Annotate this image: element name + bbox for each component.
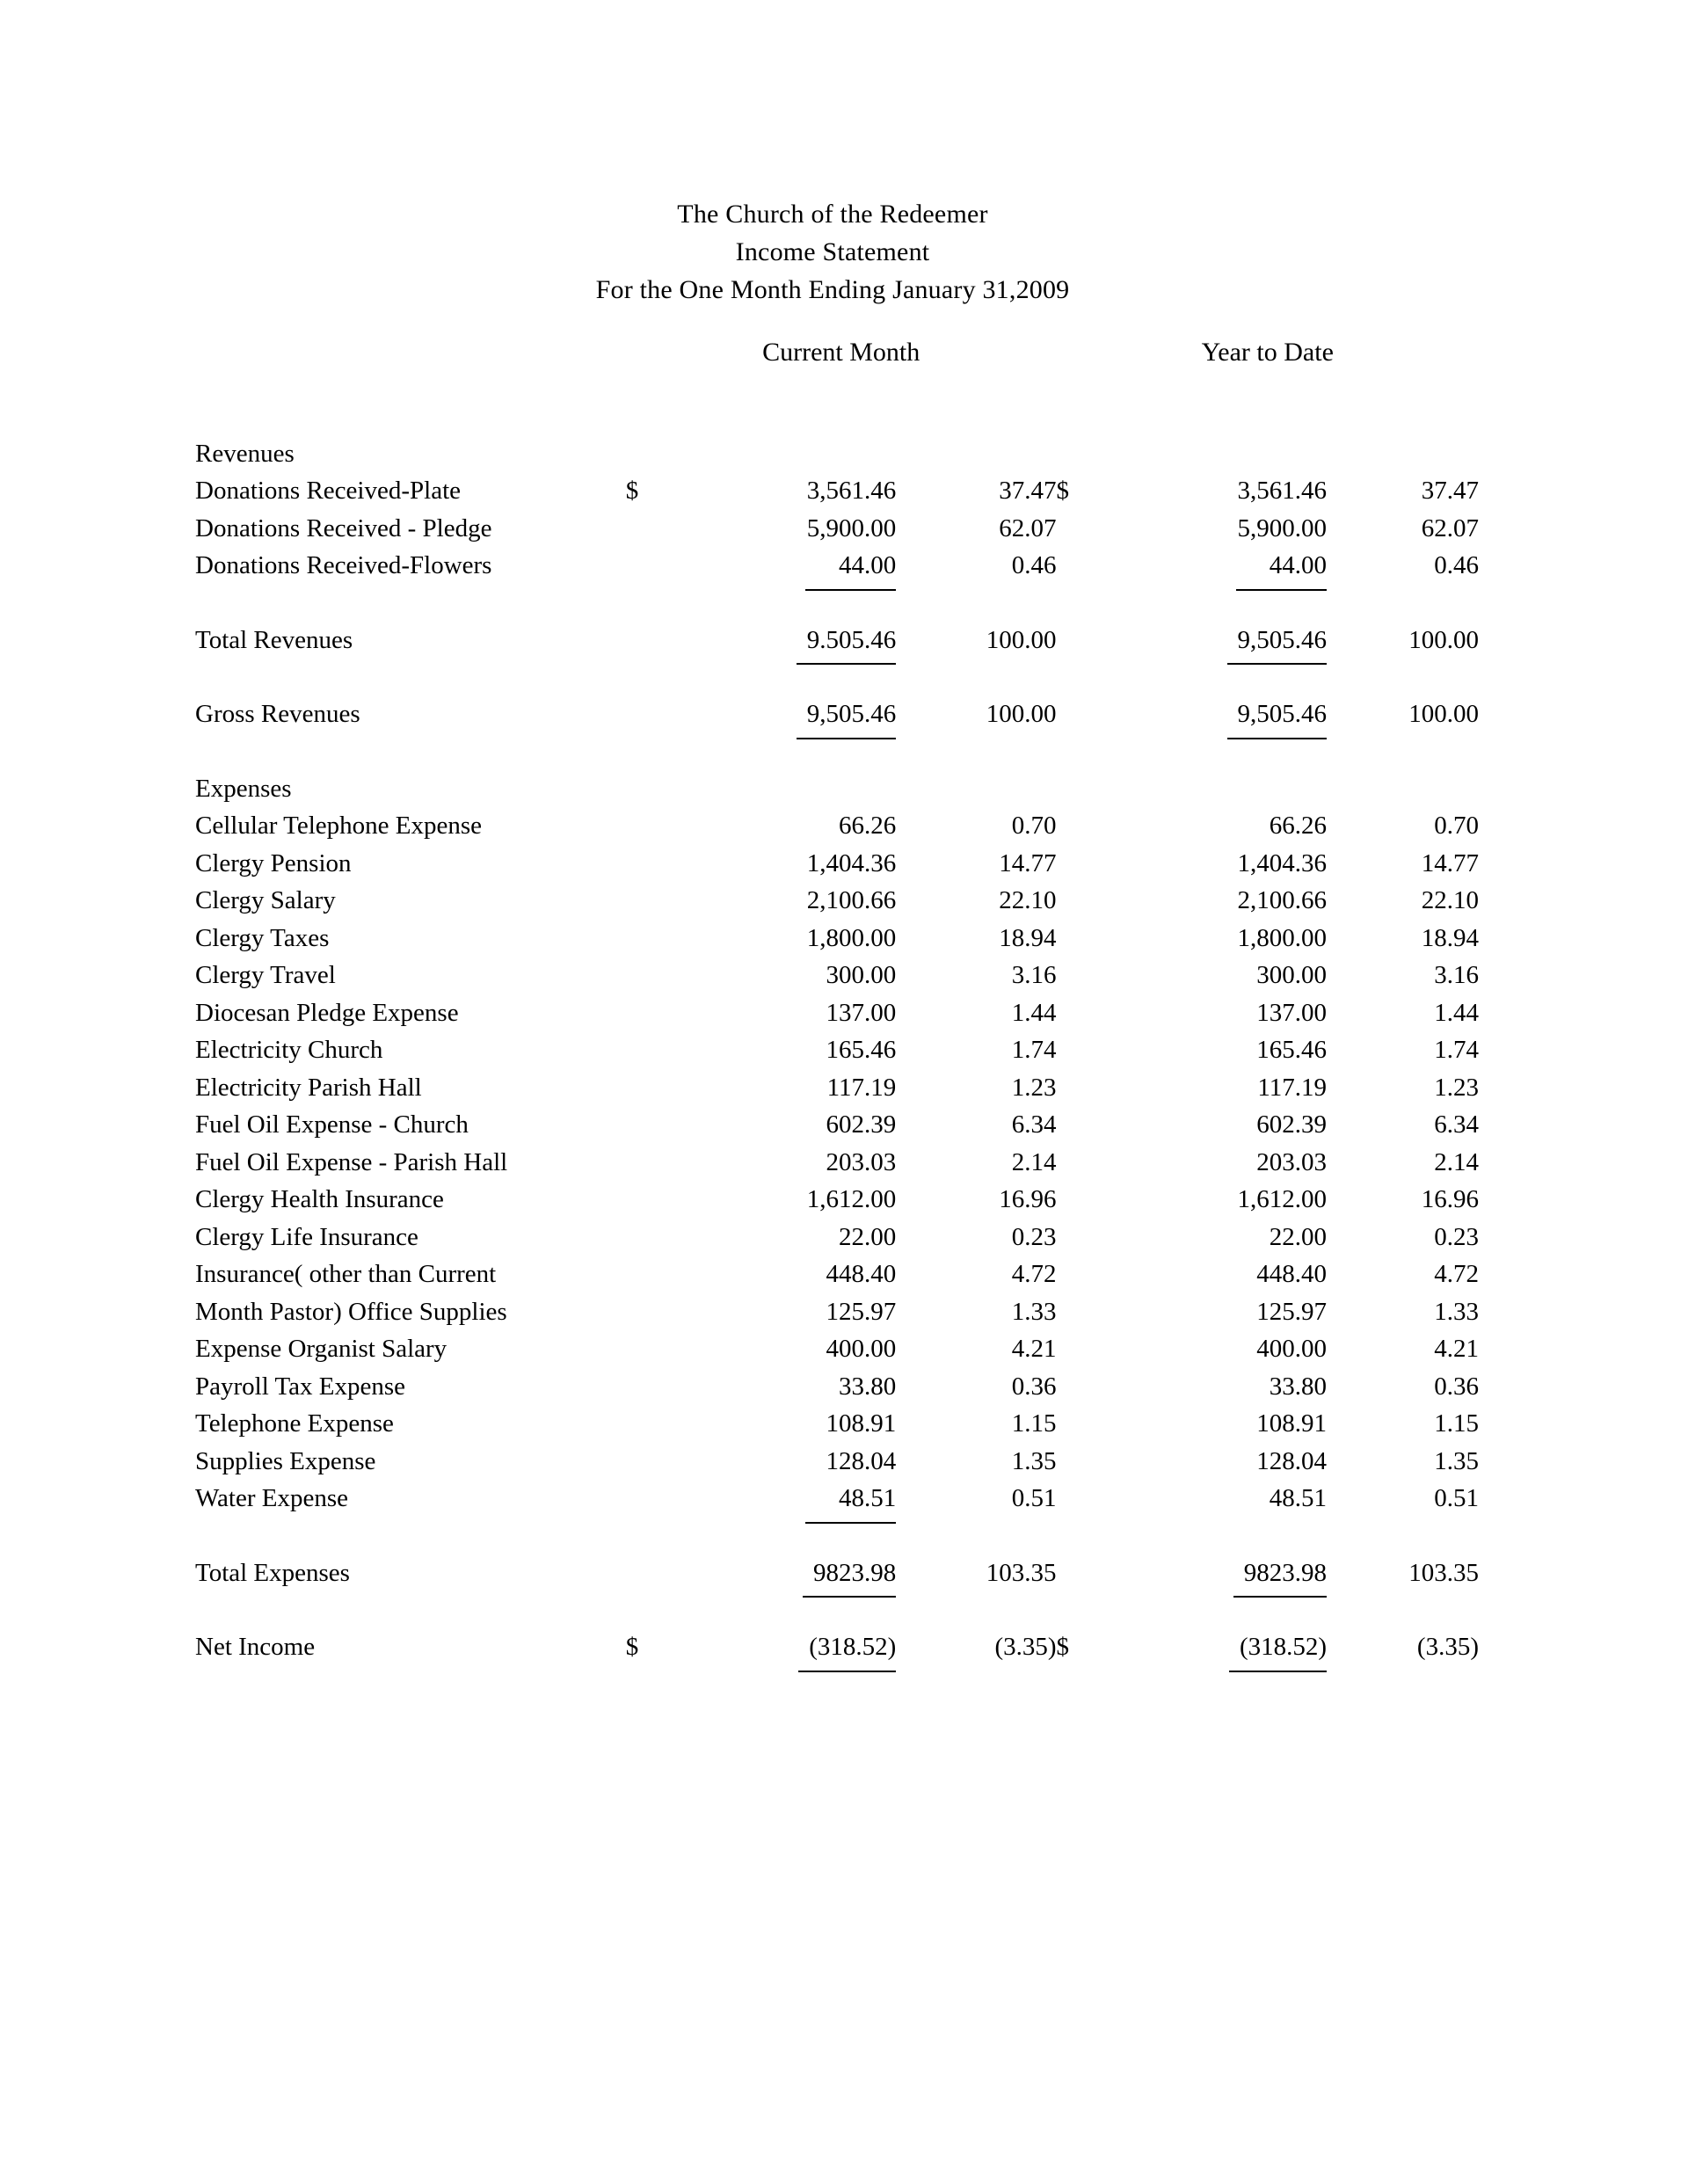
year-to-date-amount: 448.40: [1256, 1260, 1328, 1288]
current-month-percent: 4.72: [1011, 1260, 1057, 1288]
currency-symbol: $: [1056, 1633, 1070, 1661]
row-label: Telephone Expense: [195, 1409, 394, 1438]
table-row: [195, 1181, 1479, 1219]
currency-symbol: [1057, 695, 1117, 733]
current-month-amount: 66.26: [839, 812, 897, 840]
year-to-date-percent: 18.94: [1421, 923, 1479, 952]
amount-value: 9823.98: [813, 1554, 896, 1592]
amount-value: 9,505.46: [1238, 695, 1328, 733]
currency-symbol: [626, 695, 686, 733]
table-row: [195, 1256, 1479, 1293]
document-title-block: [0, 195, 1677, 309]
row-label: Total Revenues: [195, 625, 353, 654]
table-row: [195, 1330, 1479, 1368]
table-row: [195, 994, 1479, 1032]
currency-symbol: $: [625, 477, 639, 505]
year-to-date-percent: 16.96: [1421, 1185, 1479, 1213]
current-month-amount: [686, 622, 897, 659]
section-heading-row-revenues: [195, 435, 1479, 473]
year-to-date-amount: 203.03: [1256, 1147, 1328, 1176]
current-month-amount: 125.97: [826, 1297, 897, 1326]
current-month-amount: [686, 1628, 897, 1666]
current-month-amount: 1,612.00: [806, 1185, 897, 1213]
current-month-percent: 2.14: [1011, 1147, 1057, 1176]
current-month-amount: 448.40: [826, 1260, 897, 1288]
row-label: Diocesan Pledge Expense: [195, 998, 459, 1027]
current-month-percent: 0.70: [1011, 812, 1057, 840]
year-to-date-amount: 128.04: [1256, 1446, 1328, 1475]
year-to-date-amount: 137.00: [1256, 998, 1328, 1027]
year-to-date-percent: 0.70: [1434, 812, 1479, 840]
current-month-amount: 1,800.00: [806, 923, 897, 952]
table-row: [195, 845, 1479, 883]
row-label: Fuel Oil Expense - Church: [195, 1110, 469, 1139]
current-month-percent: 22.10: [999, 886, 1057, 914]
row-label: Gross Revenues: [195, 700, 360, 728]
table-row: [195, 1443, 1479, 1481]
year-to-date-percent: 100.00: [1408, 625, 1479, 654]
current-month-percent: 6.34: [1011, 1110, 1057, 1139]
current-month-amount: 300.00: [826, 961, 897, 989]
year-to-date-percent: 4.21: [1434, 1335, 1479, 1363]
row-label: Water Expense: [195, 1484, 348, 1512]
year-to-date-percent: (3.35): [1416, 1633, 1479, 1661]
year-to-date-amount: 33.80: [1269, 1372, 1328, 1401]
table-row: [195, 1405, 1479, 1443]
current-month-percent: 0.46: [1011, 551, 1057, 579]
year-to-date-percent: 1.15: [1434, 1409, 1479, 1438]
currency-symbol: [626, 547, 686, 585]
current-month-amount: 1,404.36: [806, 848, 897, 877]
expenses-heading: Expenses: [195, 774, 292, 803]
current-month-percent: 3.16: [1011, 961, 1057, 989]
row-label: Clergy Salary: [195, 886, 336, 914]
year-to-date-percent: 6.34: [1434, 1110, 1479, 1139]
spacer: [195, 409, 1479, 435]
year-to-date-amount: 602.39: [1256, 1110, 1328, 1139]
table-row: [195, 882, 1479, 920]
table-row: [195, 1031, 1479, 1069]
year-to-date-amount: 22.00: [1269, 1222, 1328, 1251]
current-month-percent: 1.44: [1011, 998, 1057, 1027]
current-month-percent: 100.00: [986, 625, 1057, 654]
income-statement-table: [195, 334, 1479, 1666]
amount-value: 44.00: [839, 547, 896, 585]
row-label: Payroll Tax Expense: [195, 1372, 406, 1401]
year-to-date-percent: 0.36: [1434, 1372, 1479, 1401]
year-to-date-amount: 1,800.00: [1237, 923, 1328, 952]
year-to-date-percent: 37.47: [1421, 477, 1479, 505]
year-to-date-amount: 165.46: [1256, 1036, 1328, 1064]
current-month-percent: 1.23: [1011, 1073, 1057, 1102]
amount-value: (318.52): [1240, 1628, 1327, 1666]
table-row: [195, 510, 1479, 548]
current-month-percent: 0.23: [1011, 1222, 1057, 1251]
currency-symbol: [626, 510, 686, 548]
amount-value: (318.52): [809, 1628, 896, 1666]
currency-symbol: [1057, 547, 1117, 585]
year-to-date-amount: [1116, 1554, 1327, 1592]
table-row: [195, 472, 1479, 510]
column-header-year-to-date: Year to Date: [1201, 338, 1334, 367]
revenues-heading: Revenues: [195, 439, 295, 468]
year-to-date-percent: 22.10: [1421, 886, 1479, 914]
year-to-date-amount: [1116, 622, 1327, 659]
column-header-row: [195, 334, 1479, 372]
current-month-percent: 37.47: [999, 477, 1057, 505]
year-to-date-percent: 14.77: [1421, 848, 1479, 877]
row-label: Donations Received - Pledge: [195, 513, 492, 542]
currency-symbol: [1057, 1554, 1117, 1592]
net-income-row: [195, 1628, 1479, 1666]
year-to-date-percent: 100.00: [1408, 700, 1479, 728]
table-row: [195, 1293, 1479, 1331]
amount-value: 44.00: [1270, 547, 1327, 585]
year-to-date-percent: 1.44: [1434, 998, 1479, 1027]
current-month-percent: 100.00: [986, 700, 1057, 728]
spacer: [195, 372, 1479, 409]
current-month-percent: 62.07: [999, 513, 1057, 542]
current-month-amount: 165.46: [826, 1036, 897, 1064]
row-label: Clergy Pension: [195, 848, 352, 877]
current-month-percent: 14.77: [999, 848, 1057, 877]
year-to-date-amount: 125.97: [1256, 1297, 1328, 1326]
current-month-amount: [686, 547, 897, 585]
year-to-date-amount: 66.26: [1269, 812, 1328, 840]
statement-type: Income Statement: [735, 237, 930, 266]
amount-value: 9.505.46: [807, 622, 897, 659]
year-to-date-amount: [1116, 1628, 1327, 1666]
current-month-percent: 1.35: [1011, 1446, 1057, 1475]
year-to-date-amount: [1116, 547, 1327, 585]
table-row: [195, 1219, 1479, 1256]
year-to-date-percent: 2.14: [1434, 1147, 1479, 1176]
current-month-percent: (3.35): [994, 1633, 1057, 1661]
currency-symbol: [626, 1554, 686, 1592]
section-heading-row-expenses: [195, 770, 1479, 808]
year-to-date-amount: [1116, 695, 1327, 733]
row-label: Net Income: [195, 1633, 316, 1661]
row-label: Clergy Taxes: [195, 923, 330, 952]
row-label: Electricity Church: [195, 1036, 383, 1064]
current-month-amount: 602.39: [826, 1110, 897, 1139]
year-to-date-amount: 300.00: [1256, 961, 1328, 989]
table-row: [195, 1069, 1479, 1107]
year-to-date-percent: 103.35: [1408, 1558, 1479, 1587]
amount-value: 48.51: [839, 1480, 896, 1518]
current-month-amount: 2,100.66: [806, 886, 897, 914]
current-month-percent: 18.94: [999, 923, 1057, 952]
current-month-amount: 128.04: [826, 1446, 897, 1475]
row-label: Fuel Oil Expense - Parish Hall: [195, 1147, 508, 1176]
year-to-date-amount: 48.51: [1269, 1484, 1328, 1512]
year-to-date-percent: 62.07: [1421, 513, 1479, 542]
year-to-date-percent: 0.23: [1434, 1222, 1479, 1251]
row-label: Total Expenses: [195, 1558, 350, 1587]
row-label: Clergy Travel: [195, 961, 336, 989]
row-label: Electricity Parish Hall: [195, 1073, 422, 1102]
row-label: Month Pastor) Office Supplies: [195, 1297, 507, 1326]
total-expenses-row: [195, 1554, 1479, 1592]
year-to-date-amount: 5,900.00: [1237, 513, 1328, 542]
currency-symbol: [1057, 510, 1117, 548]
current-month-percent: 4.21: [1011, 1335, 1057, 1363]
amount-value: 9,505.46: [807, 695, 897, 733]
year-to-date-percent: 3.16: [1434, 961, 1479, 989]
current-month-amount: [686, 1480, 897, 1518]
current-month-amount: 3,561.46: [806, 477, 897, 505]
current-month-percent: 1.33: [1011, 1297, 1057, 1326]
current-month-percent: 0.51: [1011, 1484, 1057, 1512]
year-to-date-percent: 0.51: [1434, 1484, 1479, 1512]
gross-revenues-row: [195, 695, 1479, 733]
row-label: Expense Organist Salary: [195, 1335, 447, 1363]
table-row: [195, 547, 1479, 585]
currency-symbol: $: [625, 1633, 639, 1661]
amount-value: 9823.98: [1244, 1554, 1327, 1592]
current-month-amount: 203.03: [826, 1147, 897, 1176]
year-to-date-amount: 117.19: [1257, 1073, 1328, 1102]
total-revenues-row: [195, 622, 1479, 659]
table-row: [195, 1106, 1479, 1144]
row-label: Clergy Life Insurance: [195, 1222, 418, 1251]
currency-symbol: [626, 622, 686, 659]
year-to-date-amount: 1,612.00: [1237, 1185, 1328, 1213]
year-to-date-percent: 4.72: [1434, 1260, 1479, 1288]
year-to-date-amount: 3,561.46: [1237, 477, 1328, 505]
row-label: Clergy Health Insurance: [195, 1185, 444, 1213]
table-row: [195, 957, 1479, 994]
current-month-percent: 1.15: [1011, 1409, 1057, 1438]
current-month-percent: 0.36: [1011, 1372, 1057, 1401]
current-month-percent: 103.35: [986, 1558, 1057, 1587]
column-header-current-month: Current Month: [762, 338, 920, 367]
year-to-date-amount: 108.91: [1256, 1409, 1328, 1438]
year-to-date-percent: 1.33: [1434, 1297, 1479, 1326]
current-month-percent: 1.74: [1011, 1036, 1057, 1064]
year-to-date-amount: 1,404.36: [1237, 848, 1328, 877]
table-row: [195, 1480, 1479, 1518]
currency-symbol: [1057, 622, 1117, 659]
current-month-amount: 5,900.00: [806, 513, 897, 542]
row-label: Donations Received-Plate: [195, 477, 461, 505]
row-label: Supplies Expense: [195, 1446, 376, 1475]
row-label: Cellular Telephone Expense: [195, 812, 482, 840]
row-label: Insurance( other than Current: [195, 1260, 497, 1288]
current-month-amount: 108.91: [826, 1409, 897, 1438]
table-row: [195, 1368, 1479, 1406]
table-row: [195, 1144, 1479, 1182]
current-month-amount: 137.00: [826, 998, 897, 1027]
table-row: [195, 807, 1479, 845]
year-to-date-percent: 1.35: [1434, 1446, 1479, 1475]
statement-period: For the One Month Ending January 31,2009: [595, 275, 1070, 304]
current-month-amount: 22.00: [839, 1222, 897, 1251]
current-month-amount: 33.80: [839, 1372, 897, 1401]
current-month-amount: [686, 1554, 897, 1592]
organization-name: The Church of the Redeemer: [677, 200, 988, 229]
current-month-amount: 400.00: [826, 1335, 897, 1363]
year-to-date-percent: 1.74: [1434, 1036, 1479, 1064]
year-to-date-percent: 1.23: [1434, 1073, 1479, 1102]
table-row: [195, 920, 1479, 957]
row-label: Donations Received-Flowers: [195, 551, 492, 579]
currency-symbol: $: [1056, 477, 1070, 505]
amount-value: 9,505.46: [1238, 622, 1328, 659]
year-to-date-amount: 400.00: [1256, 1335, 1328, 1363]
year-to-date-amount: 2,100.66: [1237, 886, 1328, 914]
year-to-date-percent: 0.46: [1434, 551, 1479, 579]
current-month-amount: 117.19: [826, 1073, 897, 1102]
current-month-percent: 16.96: [999, 1185, 1057, 1213]
current-month-amount: [686, 695, 897, 733]
